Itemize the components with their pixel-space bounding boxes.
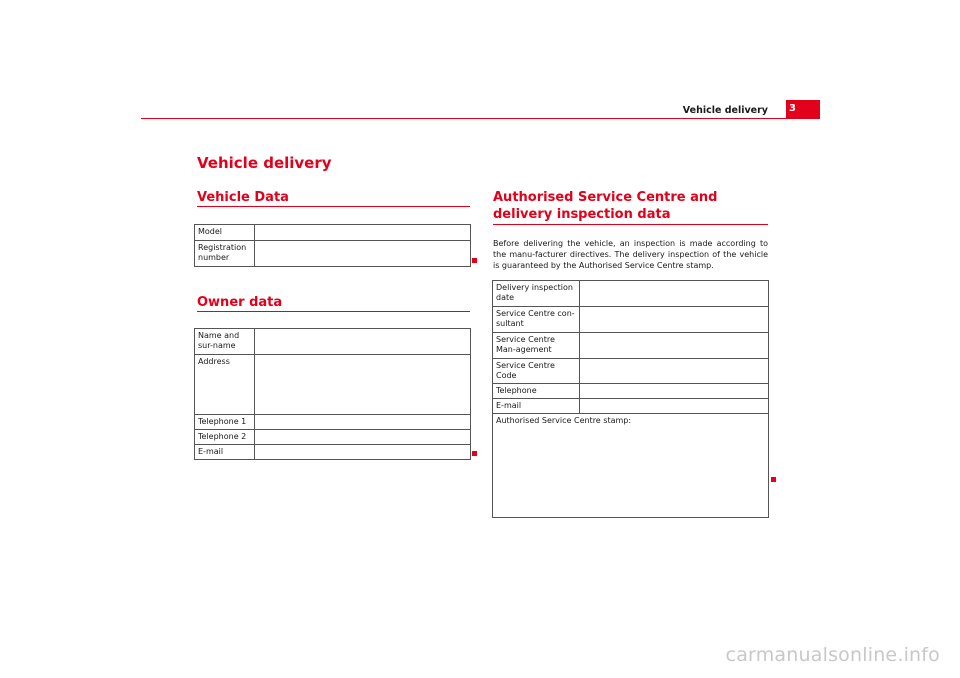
service-centre-heading: Authorised Service Centre and delivery inspection data (493, 190, 718, 222)
section-end-marker (771, 477, 776, 482)
header-rule (141, 118, 820, 119)
field-value-telephone[interactable] (580, 384, 769, 399)
field-label-telephone-2: Telephone 2 (195, 430, 255, 445)
service-centre-rule (493, 224, 768, 225)
running-header-title: Vehicle delivery (682, 105, 768, 116)
stamp-label: Authorised Service Centre stamp: (496, 416, 632, 425)
field-value-registration[interactable] (255, 241, 471, 267)
field-value-management[interactable] (580, 333, 769, 359)
field-value-telephone-1[interactable] (255, 415, 471, 430)
field-label-telephone-1: Telephone 1 (195, 415, 255, 430)
field-label-email: E-mail (195, 445, 255, 460)
field-label-registration: Registration number (195, 241, 255, 267)
owner-data-rule (197, 311, 470, 312)
vehicle-data-table (194, 224, 471, 267)
page-number-badge: 3 (786, 100, 820, 118)
field-label-address: Address (195, 355, 255, 415)
field-value-model[interactable] (255, 225, 471, 241)
vehicle-data-rule (197, 206, 470, 207)
field-value-telephone-2[interactable] (255, 430, 471, 445)
field-value-address[interactable] (255, 355, 471, 415)
field-label-inspection-date: Delivery inspection date (493, 281, 580, 307)
field-value-consultant[interactable] (580, 307, 769, 333)
owner-data-heading: Owner data (197, 295, 283, 310)
service-centre-intro: Before delivering the vehicle, an inspection is made according to the manu-facturer directives. The delivery inspection of the vehicle is guaranteed by the Authorised Service Centre stamp. (493, 239, 768, 270)
field-label-telephone: Telephone (493, 384, 580, 399)
stamp-area[interactable] (493, 414, 769, 518)
field-label-email: E-mail (493, 399, 580, 414)
field-value-email[interactable] (580, 399, 769, 414)
field-value-name[interactable] (255, 329, 471, 355)
page-title: Vehicle delivery (197, 154, 332, 172)
field-label-name: Name and sur-name (195, 329, 255, 355)
field-value-email[interactable] (255, 445, 471, 460)
field-label-model: Model (195, 225, 255, 241)
field-label-centre-code: Service Centre Code (493, 359, 580, 384)
owner-data-table (194, 328, 471, 460)
section-end-marker (472, 451, 477, 456)
field-label-consultant: Service Centre con-sultant (493, 307, 580, 333)
service-centre-table (492, 280, 769, 518)
section-end-marker (472, 258, 477, 263)
field-value-centre-code[interactable] (580, 359, 769, 384)
field-value-inspection-date[interactable] (580, 281, 769, 307)
watermark-text: carmanualsonline.info (725, 644, 940, 666)
field-label-management: Service Centre Man-agement (493, 333, 580, 359)
vehicle-data-heading: Vehicle Data (197, 190, 289, 205)
